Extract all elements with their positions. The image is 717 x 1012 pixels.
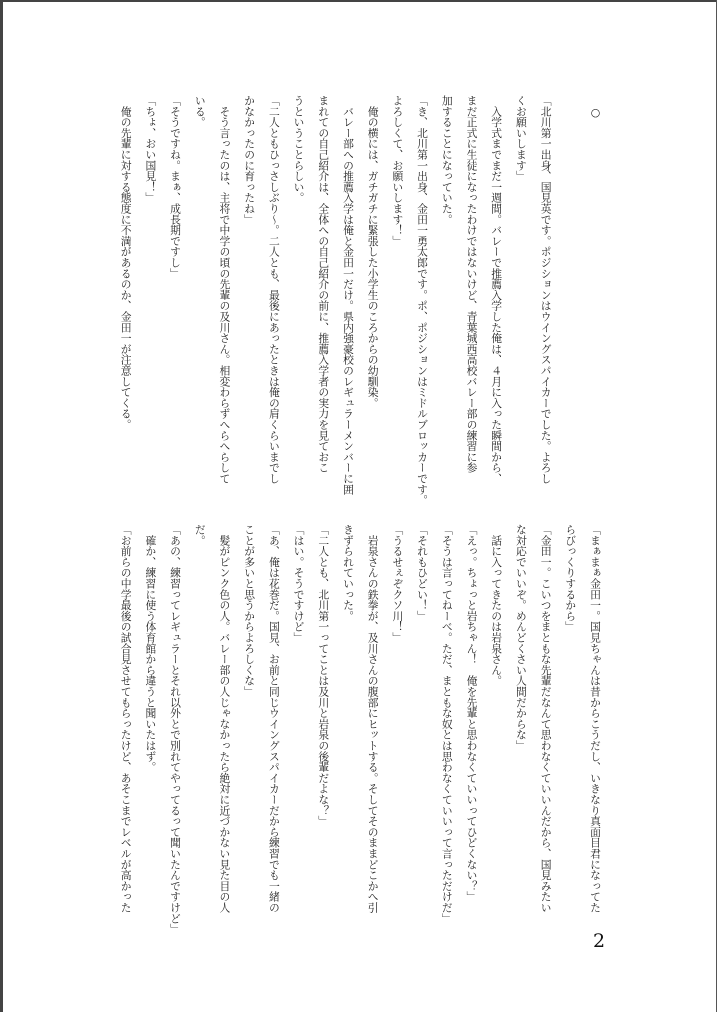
window-border-top: [0, 0, 717, 2]
text-line: よろしくて、お願いします！」: [391, 95, 405, 247]
text-line: 「あの、練習ってレギュラーとそれ以外とで別れてやってるって聞いたんですけど」: [169, 524, 183, 935]
text-line: 「そうですね。まぁ、成長期ですし」: [169, 95, 183, 279]
text-line: 髪がピンク色の人。バレー部の人じゃなかったら絶対に近づかない見た目の人: [218, 524, 232, 913]
text-line: 「はい。そうですけど」: [292, 524, 306, 643]
text-line: 確か、練習に使う体育館から違うと聞いたはず。: [144, 524, 158, 773]
page-number: 2: [593, 930, 606, 952]
text-line: 「二人とも、北川第一ってことは及川と岩泉の後輩だよな？」: [317, 524, 331, 827]
text-line: うということらしい。: [292, 95, 306, 203]
text-line: 「うるせぇぞクソ川！」: [391, 524, 405, 643]
text-line: まだ正式に生徒になったわけではないけど、青葉城西高校バレー部の練習に参: [465, 95, 479, 473]
text-line: 「お前らの中学最後の試合見させてもらったけど、あそこまでレベルが高かった: [119, 524, 133, 913]
text-line: 話に入ってきたのは岩泉さん。: [490, 524, 504, 686]
text-line: 「えっ。ちょっと岩ちゃん！ 俺を先輩と思わなくていいってひどくない？」: [465, 524, 479, 902]
lower-text-block: [113, 524, 607, 944]
text-line: そう言ったのは、主将で中学の頃の先輩の及川さん。相変わらずへらへらして: [218, 95, 232, 484]
text-line: ことが多いと思うからよろしくな」: [243, 524, 257, 697]
text-line: だ。: [193, 524, 207, 546]
text-line: 「金田一。こいつをまともな先輩だなんて思わなくていいんだから、国見みたい: [539, 524, 553, 913]
text-line: ○: [589, 95, 602, 119]
text-line: まれての自己紹介は、全体への自己紹介の前に、推薦入学者の実力を見ておこ: [317, 95, 331, 473]
window-border-left: [0, 0, 3, 1012]
text-line: かなかったのに育ったね」: [243, 95, 257, 225]
upper-text-block: [113, 95, 607, 505]
text-line: きずられていった。: [341, 524, 355, 622]
text-line: 入学式までまだ一週間。バレーで推薦入学した俺は、４月に入った瞬間から、: [490, 95, 504, 484]
text-line: 俺の横には、ガチガチに緊張した小学生のころからの幼馴染。: [366, 95, 380, 409]
text-line: 「まぁまぁ金田一。国見ちゃんは昔からこうだし、いきなり真面目君になってた: [589, 524, 602, 913]
text-line: 「ちょ、おい国見！」: [144, 95, 158, 203]
text-line: 「あ、俺は花巻だ。国見、お前と同じウイングスパイカーだから練習でも一緒の: [267, 524, 281, 913]
text-line: 「そうは言ってねーべ。ただ、まともな奴とは思わなくていいって言っただけだ」: [440, 524, 454, 924]
text-line: 「二人ともひっさしぶり～。二人とも、最後にあったときは俺の肩くらいまでし: [267, 95, 281, 484]
text-line: な対応でいいぞ。めんどくさい人間だからな」: [514, 524, 528, 751]
text-line: 「き、北川第一出身、金田一勇太郎です。ポ、ポジションはミドルブロッカーです。: [416, 95, 430, 506]
text-line: 「それもひどい！」: [416, 524, 430, 622]
text-line: くお願いします」: [514, 95, 528, 182]
text-line: 「北川第一出身、国見英です。ポジションはウイングスパイカーでした。よろし: [539, 95, 553, 484]
text-line: 加することになっていた。: [440, 95, 454, 225]
text-line: 俺の先輩に対する態度に不満があるのか、金田一が注意してくる。: [119, 95, 133, 430]
blank-line: [558, 95, 583, 505]
text-line: 岩泉さんの鉄拳が、及川さんの腹部にヒットする。そしてそのままどこかへ引: [366, 524, 380, 913]
text-line: いる。: [193, 95, 207, 128]
text-line: バレー部への推薦入学は俺と金田一だけ。県内強豪校のレギュラーメンバーに囲: [341, 95, 355, 495]
text-line: らびっくりするから」: [564, 524, 578, 632]
